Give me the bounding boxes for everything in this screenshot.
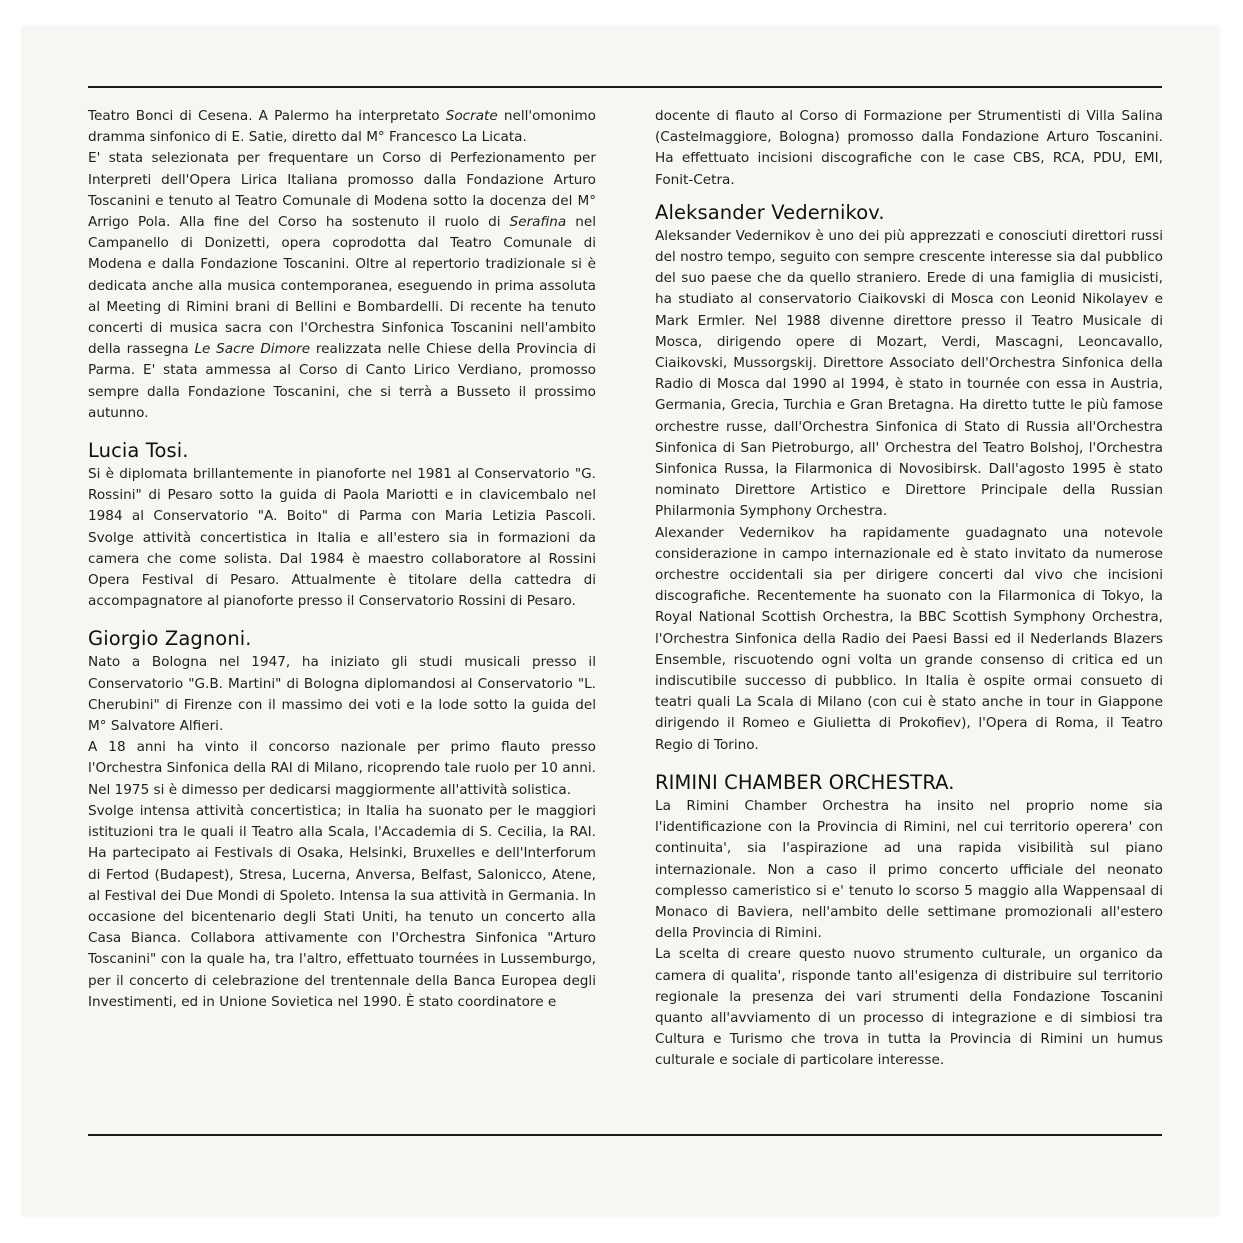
left-column	[88, 106, 596, 1013]
heading-lucia-tosi: Lucia Tosi.	[88, 439, 189, 463]
tosi-paragraph-1: Si è diplomata brillantemente in pianoforte nel 1981 al Conservatorio "G. Rossini" di Pesaro sotto la guida di Paola Mariotti e in clavicembalo nel 1984 al Conservatorio "A. Boito" di Parma con Maria Letizia Pascoli. Svolge attività concertistica in Italia e all'estero sia in formazioni da camera che come solista. Dal 1984 è maestro collaboratore al Rossini Opera Festival di Pesaro. Attualmente è titolare della cattedra di accompagnatore al pianoforte presso il Conservatorio Rossini di Pesaro.	[88, 466, 596, 610]
zagnoni-paragraph-2: A 18 anni ha vinto il concorso nazionale per primo flauto presso l'Orchestra Sinfonica della RAI di Milano, ricoprendo tale ruolo per 10 anni. Nel 1975 si è dimesso per dedicarsi maggiormente all'attività solistica.	[88, 739, 596, 798]
heading-aleksander-vedernikov: Aleksander Vedernikov.	[655, 200, 885, 224]
zagnoni-continued-paragraph: docente di flauto al Corso di Formazione per Strumentisti di Villa Salina (Castelmaggiore, Bologna) promosso dalla Fondazione Arturo Toscanini. Ha effettuato incisioni discografiche con le case CBS, RCA, PDU, EMI, Fonit-Cetra.	[655, 108, 1163, 188]
right-column	[655, 106, 1163, 1072]
zagnoni-paragraph-3: Svolge intensa attività concertistica; in Italia ha suonato per le maggiori istituzioni tra le quali il Teatro alla Scala, l'Accademia di S. Cecilia, la RAI. Ha partecipato ai Festivals di Osaka, Helsinki, Bruxelles e dell'Interforum di Fertod (Budapest), Stresa, Lucerna, Anversa, Belfast, Salonicco, Atene, al Festival dei Due Mondi di Spoleto. Intensa la sua attività in Germania. In occasione del bicentenario degli Stati Uniti, ha tenuto un concerto alla Casa Bianca. Collabora attivamente con l'Orchestra Sinfonica "Arturo Toscanini" con la quale ha, tra l'altro, effettuato tournées in Lussemburgo, per il concerto di celebrazione del trentennale della Banca Europea degli Investimenti, ed in Unione Sovietica nel 1990. È stato coordinatore e	[88, 802, 596, 1010]
vedernikov-paragraph-1: Aleksander Vedernikov è uno dei più apprezzati e conosciuti direttori russi del nostro tempo, seguito con sempre crescente interesse sia dal pubblico del suo paese che da quello straniero. Erede di una famiglia di musicisti, ha studiato al conservatorio Ciaikovski di Mosca con Leonid Nikolayev e Mark Ermler. Nel 1988 divenne direttore presso il Teatro Musicale di Mosca, dirigendo opere di Mozart, Verdi, Mascagni, Leoncavallo, Ciaikovski, Mussorgskij. Direttore Associato dell'Orchestra Sinfonica della Radio di Mosca dal 1990 al 1994, è stato in tournée con essa in Austria, Germania, Grecia, Turchia e Gran Bretagna. Ha diretto tutte le più famose orchestre russe, dall'Orchestra Sinfonica di Stato di Russia all'Orchestra Sinfonica di San Pietroburgo, all' Orchestra del Teatro Bolshoj, l'Orchestra Sinfonica Russa, la Filarmonica di Novosibirsk. Dall'agosto 1995 è stato nominato Direttore Artistico e Direttore Principale della Russian Philarmonia Symphony Orchestra.	[655, 227, 1163, 520]
intro-p2-text-3: realizzata nelle Chiese della Provincia di Parma. E' stata ammessa al Corso di Canto Lirico Verdiano, promosso sempre dalla Fondazione Toscanini, che si terrà a Busseto il prossimo autunno.	[88, 341, 596, 421]
intro-p2-text-1: E' stata selezionata per frequentare un Corso di Perfezionamento per Interpreti dell'Opera Lirica Italiana promosso dalla Fondazione Arturo Toscanini e tenuto al Teatro Comunale di Modena sotto la docenza del M° Arrigo Pola. Alla fine del Corso ha sostenuto il ruolo di	[88, 150, 596, 231]
zagnoni-paragraph-1: Nato a Bologna nel 1947, ha iniziato gli studi musicali presso il Conservatorio "G.B. Martini" di Bologna diplomandosi al Conservatorio "L. Cherubini" di Firenze con il massimo dei voti e la lode sotto la guida del M° Salvatore Alfieri.	[88, 654, 596, 735]
intro-p1-italic: Socrate	[445, 108, 498, 124]
intro-p2-text-2: nel Campanello di Donizetti, opera coprodotta dal Teatro Comunale di Modena e dalla Fondazione Toscanini. Oltre al repertorio tradizionale si è dedicata anche alla musica contemporanea, eseguendo in prima assoluta al Meeting di Rimini brani di Bellini e Bombardelli. Di recente ha tenuto concerti di musica sacra con l'Orchestra Sinfonica Toscanini nell'ambito della rassegna	[88, 214, 597, 358]
intro-paragraph-1	[88, 106, 596, 148]
heading-giorgio-zagnoni: Giorgio Zagnoni.	[88, 627, 252, 651]
intro-p1-text-2: nell'omonimo dramma sinfonico di E. Satie, diretto dal M° Francesco La Licata.	[88, 108, 596, 146]
bottom-rule	[88, 1134, 1162, 1136]
rimini-paragraph-2: La scelta di creare questo nuovo strumento culturale, un organico da camera di qualita', risponde tanto all'esigenza di distribuire sul territorio regionale la presenza dei vari strumenti della Fondazione Toscanini quanto all'avviamento di un processo di integrazione e di simbiosi tra Cultura e Turismo che trova in tutta la Provincia di Rimini un humus culturale e sociale di particolare interesse.	[655, 946, 1163, 1069]
intro-p2-italic-1: Serafina	[509, 214, 567, 231]
intro-paragraph-2	[88, 148, 596, 424]
vedernikov-paragraph-2: Alexander Vedernikov ha rapidamente guadagnato una notevole considerazione in campo internazionale ed è stato invitato da numerose orchestre occidentali sia per dirigere concerti dal vivo che incisioni discografiche. Recentemente ha suonato con la Filarmonica di Tokyo, la Royal National Scottish Orchestra, la BBC Scottish Symphony Orchestra, l'Orchestra Sinfonica della Radio dei Paesi Bassi ed il Nederlands Blazers Ensemble, riscuotendo ogni volta un grande consenso di critica ed un indiscutibile successo di pubblico. In Italia è ospite ormai consueto di teatri quali La Scala di Milano (con cui è stato anche in tour in Giappone dirigendo il Romeo e Giulietta di Prokofiev), l'Opera di Roma, il Teatro Regio di Torino.	[655, 524, 1163, 753]
intro-p1-text-1: Teatro Bonci di Cesena. A Palermo ha interpretato	[88, 108, 446, 124]
intro-p2-italic-2: Le Sacre Dimore	[194, 341, 311, 358]
top-rule	[88, 86, 1162, 88]
rimini-paragraph-1: La Rimini Chamber Orchestra ha insito nel proprio nome sia l'identificazione con la Provincia di Rimini, nel cui territorio operera' con continuita', sia l'aspirazione ad una rapida visibilità sul piano internazionale. Non a caso il primo concerto ufficiale del neonato complesso cameristico si e' tenuto lo scorso 5 maggio alla Wappensaal di Monaco di Baviera, nell'ambito delle settimane promozionali all'estero della Provincia di Rimini.	[655, 797, 1163, 942]
heading-rimini-chamber-orchestra: RIMINI CHAMBER ORCHESTRA.	[655, 770, 955, 794]
